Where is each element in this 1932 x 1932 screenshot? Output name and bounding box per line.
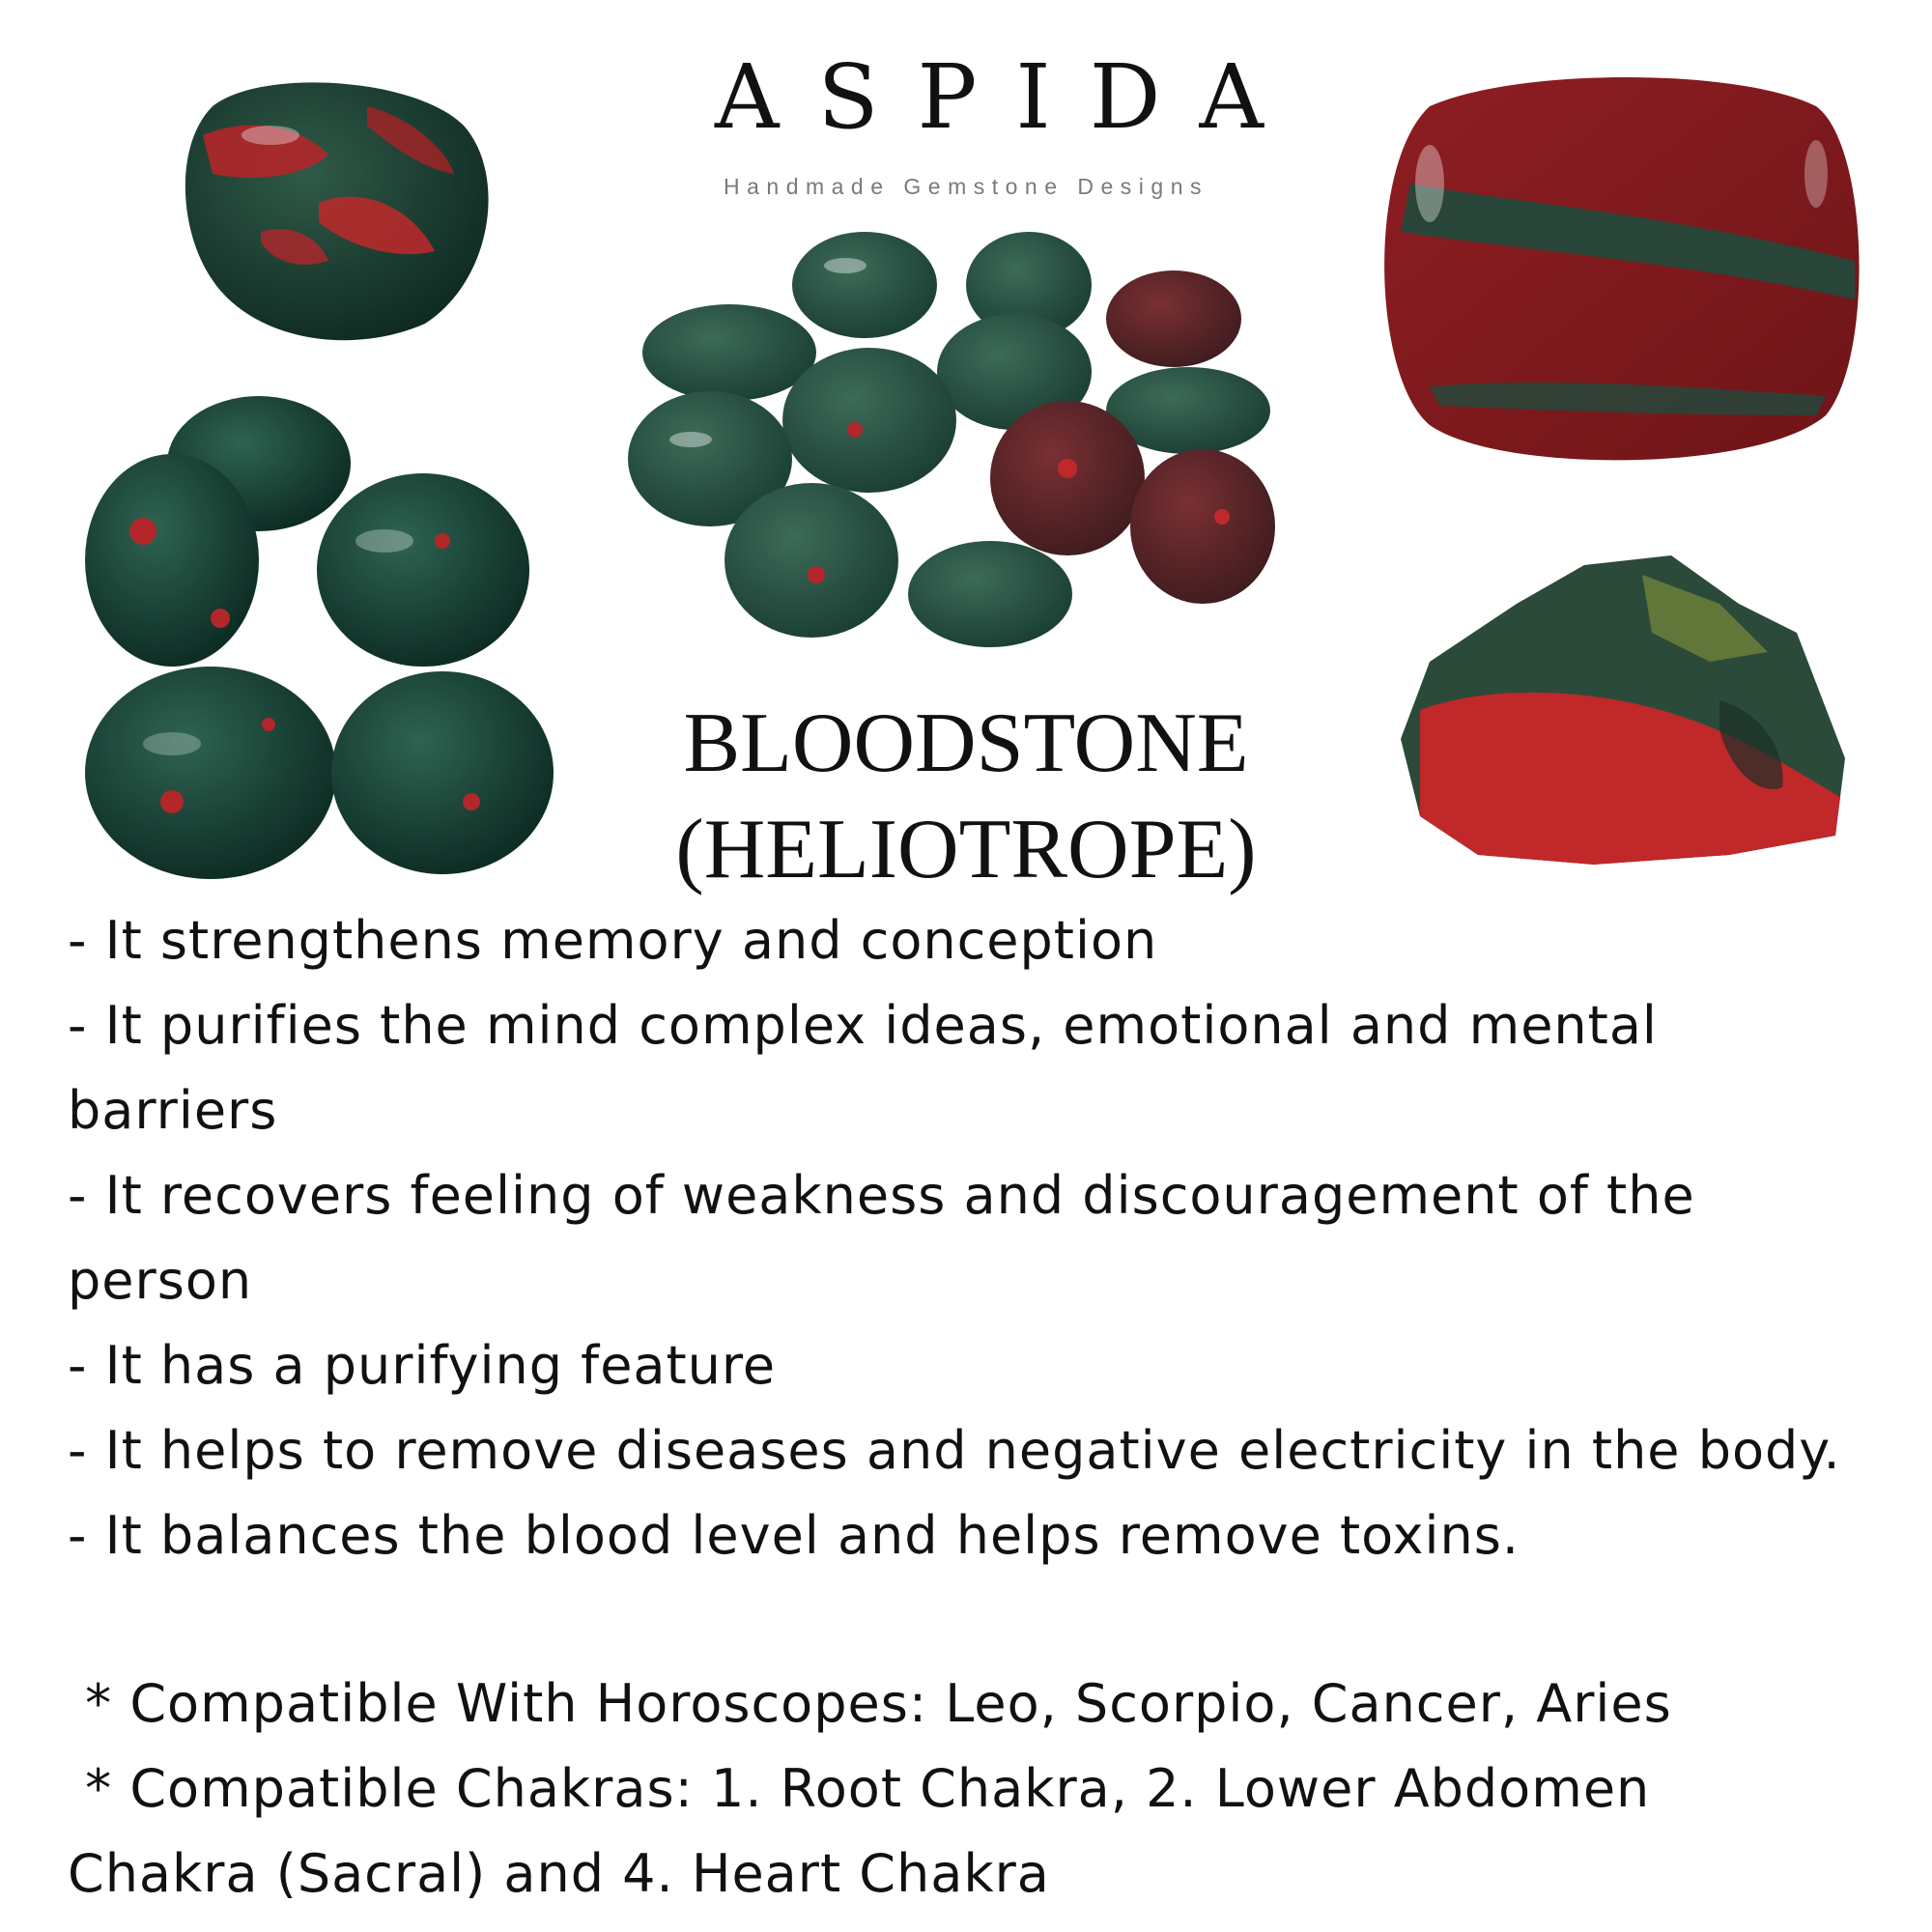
benefit-line: person <box>68 1250 253 1311</box>
tumbled-bloodstone-image <box>174 68 502 348</box>
benefit-line: barriers <box>68 1080 278 1141</box>
benefit-line: - It strengthens memory and conception <box>68 910 1158 971</box>
rough-bloodstone-image <box>1401 546 1860 874</box>
stone-name-line-2: (HELIOTROPE) <box>675 803 1257 896</box>
compatibility-notes <box>68 1662 1893 1917</box>
stone-name-line-1: BLOODSTONE <box>683 696 1249 790</box>
compatibility-line: * Compatible Chakras: 1. Root Chakra, 2. Lower Abdomen <box>68 1758 1651 1819</box>
benefit-line: - It recovers feeling of weakness and discouragement of the <box>68 1165 1695 1226</box>
compatibility-line: * Compatible With Horoscopes: Leo, Scorpio, Cancer, Aries <box>68 1673 1672 1734</box>
benefit-line: - It purifies the mind complex ideas, emotional and mental <box>68 995 1658 1056</box>
benefit-line: - It helps to remove diseases and negative electricity in the body. <box>68 1420 1841 1481</box>
bloodstone-cluster-image <box>75 396 568 889</box>
polished-bloodstone-slab-image <box>1372 68 1869 473</box>
brand-tagline: Handmade Gemstone Designs <box>724 174 1208 199</box>
benefits-list <box>68 898 1893 1578</box>
brand-logo-title: ASPIDA <box>715 45 1302 149</box>
bloodstone-pile-image <box>623 227 1280 652</box>
compatibility-line: Chakra (Sacral) and 4. Heart Chakra <box>68 1843 1050 1904</box>
benefit-line: - It balances the blood level and helps remove toxins. <box>68 1505 1520 1566</box>
stone-name-heading <box>618 691 1314 903</box>
benefit-line: - It has a purifying feature <box>68 1335 777 1396</box>
